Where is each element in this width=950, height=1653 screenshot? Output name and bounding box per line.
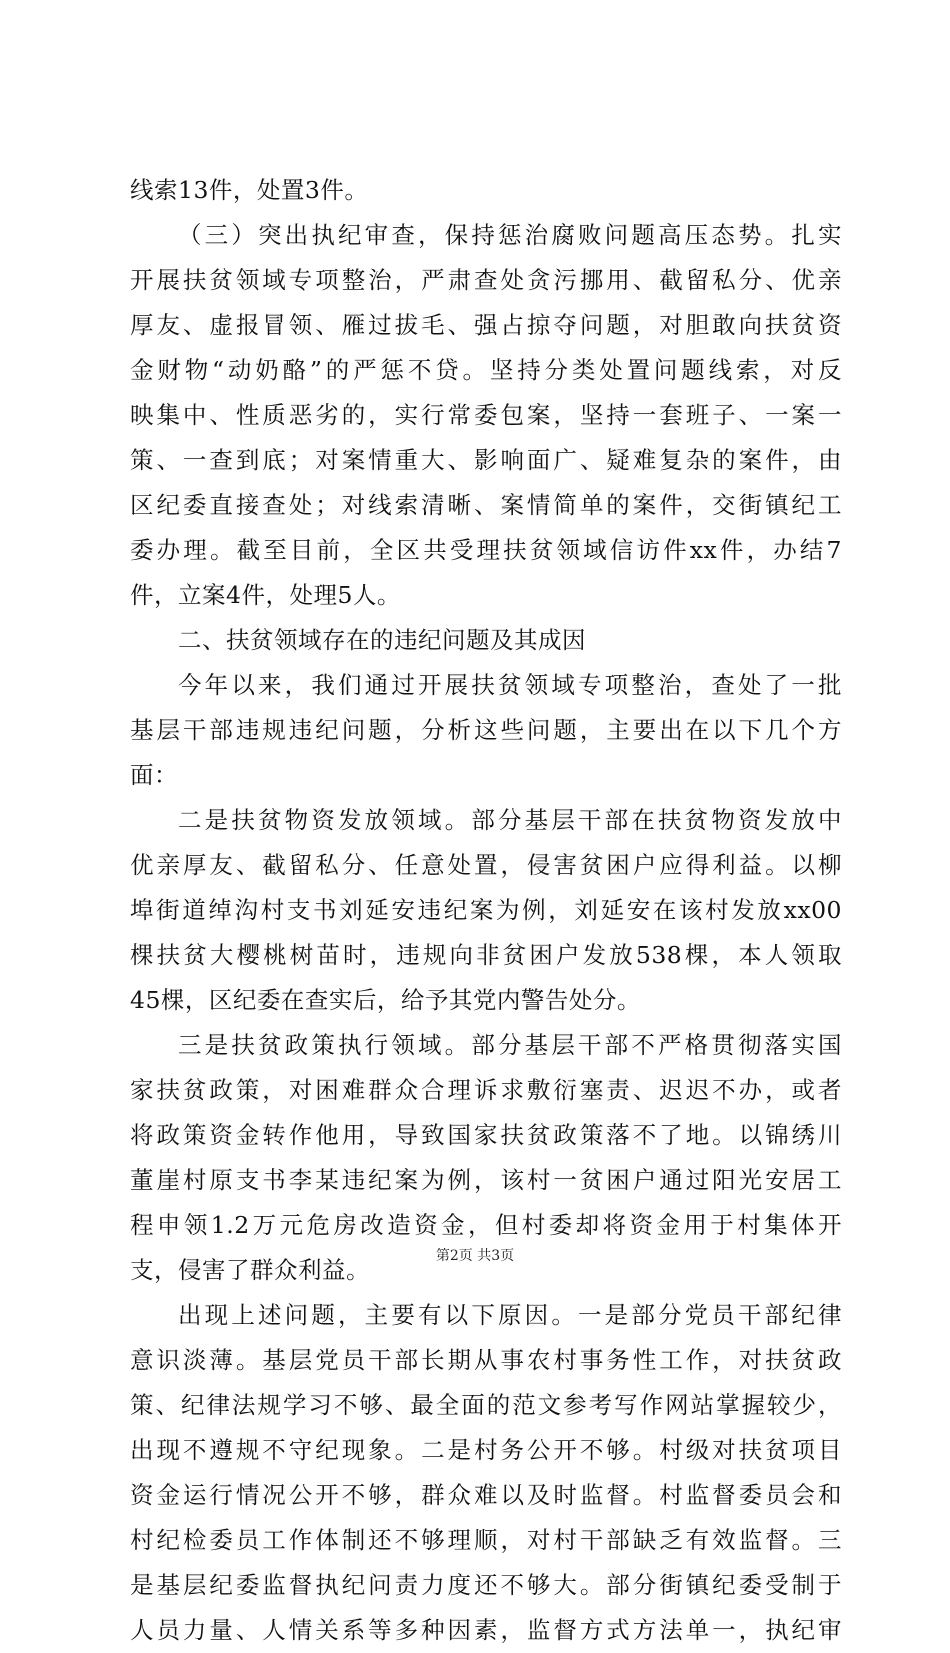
text-line: 支，侵害了群众利益。 (130, 1256, 370, 1284)
text-line: 委办理。截至目前，全区共受理扶贫领域信访件xx件，办结7 (130, 536, 842, 564)
text-line: 二、扶贫领域存在的违纪问题及其成因 (178, 626, 586, 654)
text-line: 将政策资金转作他用，导致国家扶贫政策落不了地。以锦绣川 (130, 1121, 842, 1149)
text-line: 董崖村原支书李某违纪案为例，该村一贫困户通过阳光安居工 (130, 1166, 842, 1194)
text-line: 策、纪律法规学习不够、最全面的范文参考写作网站掌握较少， (130, 1391, 842, 1419)
page-footer: 第2页 共3页 (435, 1248, 515, 1264)
text-line: 意识淡薄。基层党员干部长期从事农村事务性工作，对扶贫政 (130, 1346, 842, 1374)
text-line: 基层干部违规违纪问题，分析这些问题，主要出在以下几个方 (130, 716, 842, 744)
text-line: 开展扶贫领域专项整治，严肃查处贪污挪用、截留私分、优亲 (130, 266, 842, 294)
text-line: 程申领1.2万元危房改造资金，但村委却将资金用于村集体开 (130, 1211, 842, 1239)
text-line: 埠街道绰沟村支书刘延安违纪案为例，刘延安在该村发放xx00 (130, 896, 842, 924)
text-line: 家扶贫政策，对困难群众合理诉求敷衍塞责、迟迟不办，或者 (130, 1076, 842, 1104)
text-line: 棵扶贫大樱桃树苗时，违规向非贫困户发放538棵，本人领取 (130, 941, 842, 969)
text-line: 45棵，区纪委在查实后，给予其党内警告处分。 (130, 986, 641, 1014)
text-line: 资金运行情况公开不够，群众难以及时监督。村监督委员会和 (130, 1481, 842, 1509)
text-line: （三）突出执纪审查，保持惩治腐败问题高压态势。扎实 (178, 221, 842, 249)
text-line: 二是扶贫物资发放领域。部分基层干部在扶贫物资发放中 (178, 806, 842, 834)
document-body (130, 168, 842, 1653)
text-line: 线索13件，处置3件。 (130, 176, 369, 204)
text-line: 件，立案4件，处理5人。 (130, 581, 401, 609)
text-line: 三是扶贫政策执行领域。部分基层干部不严格贯彻落实国 (178, 1031, 842, 1059)
text-line: 策、一查到底；对案情重大、影响面广、疑难复杂的案件，由 (130, 446, 842, 474)
text-line: 今年以来，我们通过开展扶贫领域专项整治，查处了一批 (178, 671, 842, 699)
text-line: 面： (130, 761, 178, 789)
text-line: 映集中、性质恶劣的，实行常委包案，坚持一套班子、一案一 (130, 401, 842, 429)
text-line: 出现不遵规不守纪现象。二是村务公开不够。村级对扶贫项目 (130, 1436, 842, 1464)
text-line: 村纪检委员工作体制还不够理顺，对村干部缺乏有效监督。三 (130, 1526, 842, 1554)
text-line: 优亲厚友、截留私分、任意处置，侵害贫困户应得利益。以柳 (130, 851, 842, 879)
text-line: 是基层纪委监督执纪问责力度还不够大。部分街镇纪委受制于 (130, 1571, 842, 1599)
text-line: 人员力量、人情关系等多种因素，监督方式方法单一，执纪审 (130, 1616, 842, 1644)
text-line: 出现上述问题，主要有以下原因。一是部分党员干部纪律 (178, 1301, 842, 1329)
text-line: 金财物“动奶酪”的严惩不贷。坚持分类处置问题线索，对反 (130, 356, 842, 384)
text-line: 区纪委直接查处；对线索清晰、案情简单的案件，交街镇纪工 (130, 491, 842, 519)
text-line: 厚友、虚报冒领、雁过拔毛、强占掠夺问题，对胆敢向扶贫资 (130, 311, 842, 339)
